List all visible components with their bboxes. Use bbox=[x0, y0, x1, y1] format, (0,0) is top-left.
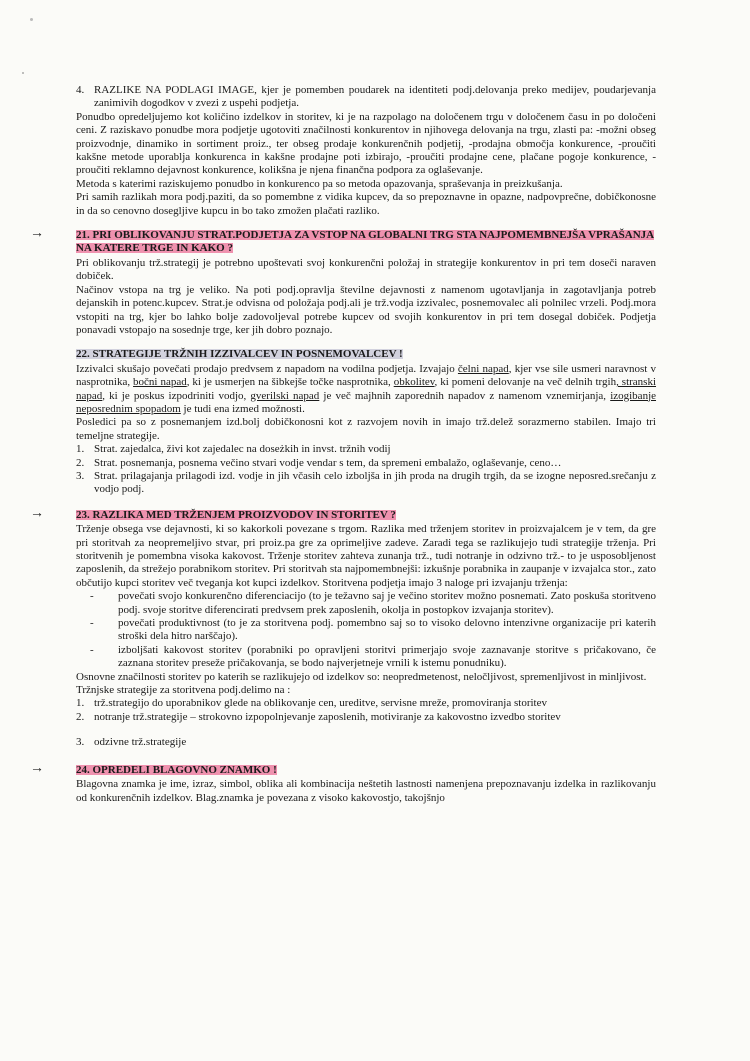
scan-speck bbox=[22, 72, 24, 74]
bullet-dash: - bbox=[90, 617, 94, 630]
paragraph: Osnovne značilnosti storitev po katerih se razlikujejo od izdelkov so: neopredmetenost, neločljivost, spremenljivost in minljivost. bbox=[76, 670, 647, 683]
text-run: je več majhnih zaporednih napadov z namenom vznemirjanja, bbox=[319, 389, 611, 402]
list-item bbox=[76, 711, 656, 724]
section-24-heading-wrap bbox=[30, 760, 656, 777]
text-run: je tudi ena izmed možnosti. bbox=[180, 402, 305, 415]
underlined-term: čelni napad bbox=[457, 362, 509, 375]
text-run: , ki pomeni delovanje na več delnih trgih bbox=[434, 376, 617, 389]
list-number: 2. bbox=[76, 710, 85, 723]
underlined-term: obkolitev bbox=[393, 376, 435, 389]
text-run: , kjer vse sile usmeri naravnost v nasprotnika, bbox=[76, 362, 656, 389]
document-page bbox=[30, 84, 657, 805]
underlined-term: bočni napad bbox=[133, 376, 187, 389]
paragraph: Ponudbo opredeljujemo kot količino izdelkov in storitev, ki je na razpolago na določenem trgu v določenem času in po določeni ceni. Z raziskavo ponudbe mora podjetje ugotoviti značilnosti konkurentov in njihovega delovanja na trgu, zlasti pa: -možni obseg proizvodnje, dinamiko in sortiment proiz., ter obseg prodaje konkurenčnih podjetij, -prodajna območja konkurence, -proučiti kakšne metode uporablja konkurenca in kakšne prodajne poti izbirajo, -proučiti prodajne cene, plačane pogoje konkurence, -proučiti reklamno dejavnost konkurence, kolikšna je njena finančna podpora za oglaševanje. bbox=[76, 110, 656, 177]
section-24-heading: 24. OPREDELI BLAGOVNO ZNAMKO ! bbox=[76, 763, 277, 776]
list-number: 3. bbox=[76, 469, 85, 482]
paragraph: Posledici pa so z posnemanjem izd.bolj dobičkonosni kot z razvojem novih in imajo trž.delež sorazmerno stabilen. Imajo tri temeljne strategije. bbox=[76, 416, 656, 442]
list-item bbox=[76, 470, 656, 497]
paragraph: Blagovna znamka je ime, izraz, simbol, oblika ali kombinacija neštetih lastnosti namenjena prepoznavanju izdelka in razlikovanju od konkurenčnih izdelkov. Blag.znamka je povezana z visoko kakovostjo, takojšnjo bbox=[76, 778, 656, 804]
section-22-heading: 22. STRATEGIJE TRŽNIH IZZIVALCEV IN POSNEMOVALCEV ! bbox=[76, 348, 403, 361]
section-23-heading: 23. RAZLIKA MED TRŽENJEM PROIZVODOV IN STORITEV ? bbox=[76, 508, 396, 521]
list-item bbox=[76, 697, 656, 710]
paragraph: Načinov vstopa na trg je veliko. Na poti podj.opravlja številne dejavnosti z namenom ugotavljanja in zagotavljanja potreb dejanskih in potenc.kupcev. Strat.je odvisna od položaja podj.ali je trž.vodja izzivalec, posnemovalec ali polnilec vrzeli. Podj.mora vstopiti na trg, kjer bo lahko bolje zadovoljeval potrebe kupcev od svojih konkurentov in pri tem dosegal dobiček. Podjetja ponavadi vstopajo na sosednje trge, ker jih dobro poznajo. bbox=[76, 283, 656, 336]
underlined-term: gverilski napad bbox=[250, 389, 320, 402]
paragraph: Metoda s katerimi raziskujemo ponudbo in konkurenco pa so metoda opazovanja, spraševanja in preizkušanja. bbox=[76, 177, 563, 190]
list-number: 2. bbox=[76, 456, 85, 469]
section-23-heading-wrap bbox=[30, 505, 656, 522]
list-item-4 bbox=[76, 84, 656, 111]
text-run: Izzivalci skušajo povečati prodajo predvsem z napadom na vodilna podjetja. Izvajajo bbox=[76, 362, 458, 375]
list-item bbox=[76, 736, 656, 749]
bullet-text: povečati produktivnost (to je za storitvena podj. pomembno saj so to visoko delovno intenzivne organizacije pri katerih stroški dela hitro narščajo). bbox=[118, 617, 656, 643]
list-number: 1. bbox=[76, 443, 85, 456]
list-text: trž.strategijo do uporabnikov glede na oblikovanje cen, ureditve, servisne mreže, promoviranja storitev bbox=[94, 697, 547, 710]
arrow-icon: → bbox=[30, 226, 44, 242]
bullet-text: izboljšati kakovost storitev (porabniki po opravljeni storitvi primerjajo svoje zaznavanje storitve s pričakovano, če zaznana storitev preseže pričakovanja, se bodo najverjetneje vrnili k istemu ponudniku). bbox=[118, 643, 656, 670]
list-text: odzivne trž.strategije bbox=[94, 736, 187, 749]
list-number: 3. bbox=[76, 736, 85, 749]
bullet-text: povečati svojo konkurenčno diferenciacijo (to je težavno saj je večino storitev možno posnemati. Zato poskuša storitveno podj. svoje storitve diferencirati predvsem prek zaposlenih, okolja in postopkov izvajanja storitev). bbox=[118, 590, 656, 616]
paragraph: Pri samih razlikah mora podj.paziti, da so pomembne z vidika kupcev, da so prepoznavne in opazne, nadpovprečne, dobičkonosne in da so cenovno dosegljive kupcu in bo tako zmožen plačati razliko. bbox=[76, 191, 656, 217]
list-text: notranje trž.strategije – strokovno izpopolnjevanje zaposlenih, motiviranje za kakovostno izvedbo storitev bbox=[94, 710, 561, 723]
bullet-dash: - bbox=[90, 643, 94, 656]
arrow-icon: → bbox=[30, 760, 44, 776]
paragraph: Pri oblikovanju trž.strategij je potrebno upoštevati svoj konkurenčni položaj in strategije konkurentov in pri tem doseči naraven dobiček. bbox=[76, 256, 656, 283]
underlined-term: , stranski napad bbox=[76, 376, 657, 402]
text-run: , ki je poskus izpodriniti vodjo, bbox=[102, 389, 251, 402]
section-21-heading-wrap bbox=[30, 226, 656, 256]
list-item bbox=[76, 443, 656, 456]
list-number: 1. bbox=[76, 697, 85, 710]
list-text: RAZLIKE NA PODLAGI IMAGE, kjer je pomemben poudarek na identiteti podj.delovanja preko medijev, poudarjevanja zanimivih dogodkov v zvezi z uspehi podjetja. bbox=[94, 84, 656, 110]
paragraph: Trženje obsega vse dejavnosti, ki so kakorkoli povezane s trgom. Razlika med trženjem storitev in proizvajalcem je v tem, da gre pri storitvah za neopremeljivo stvar, pri proiz.pa gre za oprimeljive zadeve. Zaradi tega se razlikujejo tudi strategije trženja. Pri storitvenih je pomembna visoka kakovost. Trženje storitev zahteva zunanja trž., tudi notranje in odzivno trž.- to je usposobljenost zaposlenih, da strežejo porabnikom storitev. Pri storitvah sta najpomembnejši: izkušnje porabnika in zaupanje v izvajalca stor., zato občutijo kupci storitev več tveganja kot kupci izdelkov. Storitvena podjetja imajo 3 naloge pri izvajanju trženja: bbox=[76, 523, 656, 589]
arrow-icon: → bbox=[30, 505, 44, 521]
list-item bbox=[76, 457, 656, 470]
list-number: 4. bbox=[76, 84, 85, 96]
section-21-heading: 21. PRI OBLIKOVANJU STRAT.PODJETJA ZA VSTOP NA GLOBALNI TRG STA NAJPOMEMBNEJŠA VPRAŠANJA NA KATERE TRGE IN KAKO ? bbox=[76, 229, 655, 255]
bullet-item bbox=[90, 644, 656, 671]
section-22-heading-wrap bbox=[76, 348, 656, 361]
list-text: Strat. zajedalca, živi kot zajedalec na doseżkih in invst. tržnih vodij bbox=[94, 443, 391, 456]
paragraph bbox=[76, 363, 656, 417]
paragraph: Tržnjske strategije za storitvena podj.delimo na : bbox=[76, 684, 291, 697]
list-text: Strat. posnemanja, posnema večino stvari vodje vendar s tem, da spremeni embalažo, oglaševanje, ceno… bbox=[94, 456, 562, 469]
bullet-item bbox=[90, 617, 656, 644]
text-run: , ki je usmerjen na šibkejše točke nasprotnika, bbox=[186, 376, 394, 389]
scan-speck bbox=[30, 18, 33, 21]
bullet-item bbox=[90, 590, 656, 617]
underlined-term: izogibanje neposrednim spopadom bbox=[76, 389, 657, 415]
bullet-dash: - bbox=[90, 590, 94, 603]
list-text: Strat. prilagajanja prilagodi izd. vodje in jih včasih celo izboljša in jih proda na drugih trgih, da se izogne neposred.srečanju z vodjo podj. bbox=[94, 469, 656, 496]
